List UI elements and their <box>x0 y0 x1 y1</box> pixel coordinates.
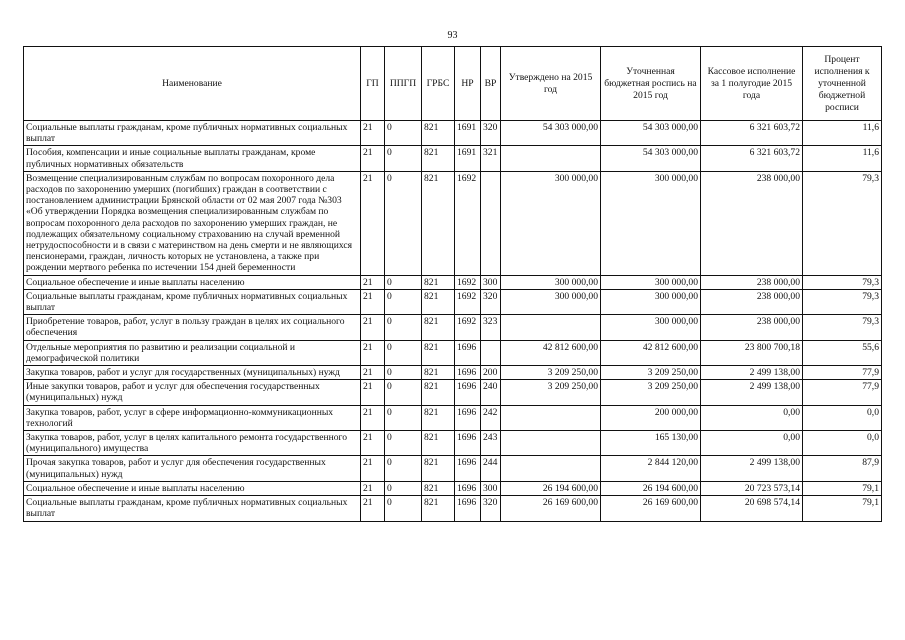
cell-np: 1692 <box>455 275 481 289</box>
cell-cash: 2 499 138,00 <box>701 366 803 380</box>
cell-name: Закупка товаров, работ, услуг в сфере информационно-коммуникационных технологий <box>24 405 361 430</box>
cell-name: Социальное обеспечение и иные выплаты населению <box>24 481 361 495</box>
cell-percent: 11,6 <box>803 121 882 146</box>
cell-vr: 242 <box>481 405 501 430</box>
cell-percent: 87,9 <box>803 456 882 481</box>
table-row <box>24 121 882 146</box>
cell-name: Социальные выплаты гражданам, кроме публичных нормативных социальных выплат <box>24 289 361 314</box>
cell-cash: 238 000,00 <box>701 275 803 289</box>
cell-refined: 300 000,00 <box>601 289 701 314</box>
cell-np: 1696 <box>455 366 481 380</box>
cell-grbs: 821 <box>422 146 455 171</box>
cell-grbs: 821 <box>422 380 455 405</box>
header-ppgp: ППГП <box>385 47 422 121</box>
cell-percent: 77,9 <box>803 380 882 405</box>
cell-grbs: 821 <box>422 456 455 481</box>
cell-refined: 54 303 000,00 <box>601 121 701 146</box>
header-approved: Утверждено на 2015 год <box>501 47 601 121</box>
header-grbs: ГРБС <box>422 47 455 121</box>
cell-refined: 3 209 250,00 <box>601 380 701 405</box>
table-row <box>24 146 882 171</box>
cell-gp: 21 <box>361 275 385 289</box>
cell-vr: 200 <box>481 366 501 380</box>
cell-name: Приобретение товаров, работ, услуг в пользу граждан в целях их социального обеспечения <box>24 315 361 340</box>
header-percent: Процент исполнения к уточненной бюджетной росписи <box>803 47 882 121</box>
header-row <box>24 47 882 121</box>
cell-cash: 23 800 700,18 <box>701 340 803 365</box>
cell-np: 1696 <box>455 496 481 521</box>
cell-ppgp: 0 <box>385 366 422 380</box>
table-row <box>24 405 882 430</box>
cell-cash: 238 000,00 <box>701 289 803 314</box>
cell-gp: 21 <box>361 366 385 380</box>
cell-name: Иные закупки товаров, работ и услуг для обеспечения государственных (муниципальных) нужд <box>24 380 361 405</box>
cell-ppgp: 0 <box>385 171 422 275</box>
cell-ppgp: 0 <box>385 289 422 314</box>
cell-vr: 323 <box>481 315 501 340</box>
cell-gp: 21 <box>361 171 385 275</box>
cell-name: Возмещение специализированным службам по вопросам похоронного дела расходов по захоронению умерших (погибших) граждан в соответствии с постановлением администрации Брянской области от 02 мая 2007 года №303 «Об утверждении Порядка возмещения специализированным службам по вопросам похоронного дела расходов по захоронению умерших граждан, не подлежащих обязательному социальному страхованию на случай временной нетрудоспособности и в связи с материнством на день смерти и не являющихся пенсионерами, граждан, личность которых не установлена, а также при рождении мертвого ребенка по истечении 154 дней беременности <box>24 171 361 275</box>
cell-vr: 300 <box>481 481 501 495</box>
table-row <box>24 496 882 521</box>
table-row <box>24 431 882 456</box>
cell-percent: 79,1 <box>803 496 882 521</box>
cell-gp: 21 <box>361 496 385 521</box>
header-cash: Кассовое исполнение за 1 полугодие 2015 года <box>701 47 803 121</box>
cell-grbs: 821 <box>422 431 455 456</box>
cell-vr: 320 <box>481 121 501 146</box>
cell-ppgp: 0 <box>385 380 422 405</box>
header-vr: ВР <box>481 47 501 121</box>
cell-refined: 42 812 600,00 <box>601 340 701 365</box>
cell-grbs: 821 <box>422 366 455 380</box>
cell-gp: 21 <box>361 315 385 340</box>
cell-approved: 3 209 250,00 <box>501 380 601 405</box>
cell-cash: 20 723 573,14 <box>701 481 803 495</box>
cell-name: Пособия, компенсации и иные социальные выплаты гражданам, кроме публичных нормативных обязательств <box>24 146 361 171</box>
cell-grbs: 821 <box>422 496 455 521</box>
cell-np: 1692 <box>455 315 481 340</box>
cell-vr: 320 <box>481 289 501 314</box>
budget-table <box>23 46 882 522</box>
cell-gp: 21 <box>361 121 385 146</box>
cell-vr <box>481 340 501 365</box>
cell-percent: 0,0 <box>803 405 882 430</box>
cell-approved: 42 812 600,00 <box>501 340 601 365</box>
cell-gp: 21 <box>361 481 385 495</box>
cell-np: 1696 <box>455 340 481 365</box>
table-row <box>24 340 882 365</box>
cell-vr: 321 <box>481 146 501 171</box>
cell-cash: 6 321 603,72 <box>701 121 803 146</box>
cell-grbs: 821 <box>422 405 455 430</box>
cell-np: 1692 <box>455 171 481 275</box>
cell-approved <box>501 431 601 456</box>
cell-approved: 26 194 600,00 <box>501 481 601 495</box>
cell-gp: 21 <box>361 289 385 314</box>
cell-np: 1692 <box>455 289 481 314</box>
cell-refined: 300 000,00 <box>601 315 701 340</box>
cell-ppgp: 0 <box>385 481 422 495</box>
cell-cash: 238 000,00 <box>701 315 803 340</box>
table-row <box>24 481 882 495</box>
cell-gp: 21 <box>361 340 385 365</box>
cell-refined: 200 000,00 <box>601 405 701 430</box>
cell-np: 1696 <box>455 456 481 481</box>
cell-cash: 2 499 138,00 <box>701 456 803 481</box>
cell-approved <box>501 405 601 430</box>
cell-gp: 21 <box>361 405 385 430</box>
cell-approved: 26 169 600,00 <box>501 496 601 521</box>
cell-percent: 11,6 <box>803 146 882 171</box>
cell-cash: 20 698 574,14 <box>701 496 803 521</box>
cell-name: Отдельные мероприятия по развитию и реализации социальной и демографической политики <box>24 340 361 365</box>
cell-approved: 300 000,00 <box>501 275 601 289</box>
cell-grbs: 821 <box>422 121 455 146</box>
cell-gp: 21 <box>361 431 385 456</box>
cell-refined: 54 303 000,00 <box>601 146 701 171</box>
cell-percent: 79,3 <box>803 171 882 275</box>
cell-approved: 300 000,00 <box>501 289 601 314</box>
cell-vr: 320 <box>481 496 501 521</box>
cell-percent: 79,3 <box>803 315 882 340</box>
table-row <box>24 366 882 380</box>
cell-grbs: 821 <box>422 340 455 365</box>
cell-name: Прочая закупка товаров, работ и услуг для обеспечения государственных (муниципальных) нужд <box>24 456 361 481</box>
cell-name: Закупка товаров, работ, услуг в целях капитального ремонта государственного (муниципального) имущества <box>24 431 361 456</box>
header-gp: ГП <box>361 47 385 121</box>
cell-name: Социальное обеспечение и иные выплаты населению <box>24 275 361 289</box>
cell-ppgp: 0 <box>385 275 422 289</box>
cell-ppgp: 0 <box>385 405 422 430</box>
cell-refined: 165 130,00 <box>601 431 701 456</box>
cell-refined: 3 209 250,00 <box>601 366 701 380</box>
cell-percent: 0,0 <box>803 431 882 456</box>
cell-percent: 77,9 <box>803 366 882 380</box>
cell-approved: 300 000,00 <box>501 171 601 275</box>
cell-np: 1696 <box>455 481 481 495</box>
cell-grbs: 821 <box>422 289 455 314</box>
header-refined: Уточненная бюджетная роспись на 2015 год <box>601 47 701 121</box>
cell-grbs: 821 <box>422 315 455 340</box>
cell-name: Социальные выплаты гражданам, кроме публичных нормативных социальных выплат <box>24 496 361 521</box>
cell-cash: 0,00 <box>701 405 803 430</box>
cell-np: 1691 <box>455 121 481 146</box>
cell-percent: 79,3 <box>803 275 882 289</box>
cell-vr: 300 <box>481 275 501 289</box>
cell-percent: 79,1 <box>803 481 882 495</box>
cell-cash: 2 499 138,00 <box>701 380 803 405</box>
cell-approved <box>501 146 601 171</box>
cell-vr: 240 <box>481 380 501 405</box>
table-row <box>24 275 882 289</box>
table-row <box>24 171 882 275</box>
cell-gp: 21 <box>361 456 385 481</box>
cell-cash: 0,00 <box>701 431 803 456</box>
cell-ppgp: 0 <box>385 146 422 171</box>
cell-percent: 55,6 <box>803 340 882 365</box>
cell-ppgp: 0 <box>385 315 422 340</box>
cell-np: 1696 <box>455 380 481 405</box>
cell-ppgp: 0 <box>385 121 422 146</box>
cell-refined: 2 844 120,00 <box>601 456 701 481</box>
cell-grbs: 821 <box>422 171 455 275</box>
cell-grbs: 821 <box>422 481 455 495</box>
cell-ppgp: 0 <box>385 456 422 481</box>
cell-vr: 243 <box>481 431 501 456</box>
cell-name: Социальные выплаты гражданам, кроме публичных нормативных социальных выплат <box>24 121 361 146</box>
cell-gp: 21 <box>361 380 385 405</box>
cell-approved <box>501 315 601 340</box>
cell-refined: 26 194 600,00 <box>601 481 701 495</box>
cell-refined: 26 169 600,00 <box>601 496 701 521</box>
cell-np: 1696 <box>455 405 481 430</box>
table-row <box>24 289 882 314</box>
cell-approved: 54 303 000,00 <box>501 121 601 146</box>
table-row <box>24 315 882 340</box>
cell-ppgp: 0 <box>385 496 422 521</box>
table-row <box>24 456 882 481</box>
cell-percent: 79,3 <box>803 289 882 314</box>
cell-vr <box>481 171 501 275</box>
cell-np: 1691 <box>455 146 481 171</box>
cell-approved: 3 209 250,00 <box>501 366 601 380</box>
cell-cash: 6 321 603,72 <box>701 146 803 171</box>
cell-gp: 21 <box>361 146 385 171</box>
header-np: НР <box>455 47 481 121</box>
cell-np: 1696 <box>455 431 481 456</box>
cell-refined: 300 000,00 <box>601 171 701 275</box>
cell-vr: 244 <box>481 456 501 481</box>
table-row <box>24 380 882 405</box>
cell-cash: 238 000,00 <box>701 171 803 275</box>
cell-grbs: 821 <box>422 275 455 289</box>
header-name: Наименование <box>24 47 361 121</box>
cell-ppgp: 0 <box>385 340 422 365</box>
cell-refined: 300 000,00 <box>601 275 701 289</box>
cell-name: Закупка товаров, работ и услуг для государственных (муниципальных) нужд <box>24 366 361 380</box>
cell-approved <box>501 456 601 481</box>
page-number: 93 <box>447 30 458 41</box>
cell-ppgp: 0 <box>385 431 422 456</box>
